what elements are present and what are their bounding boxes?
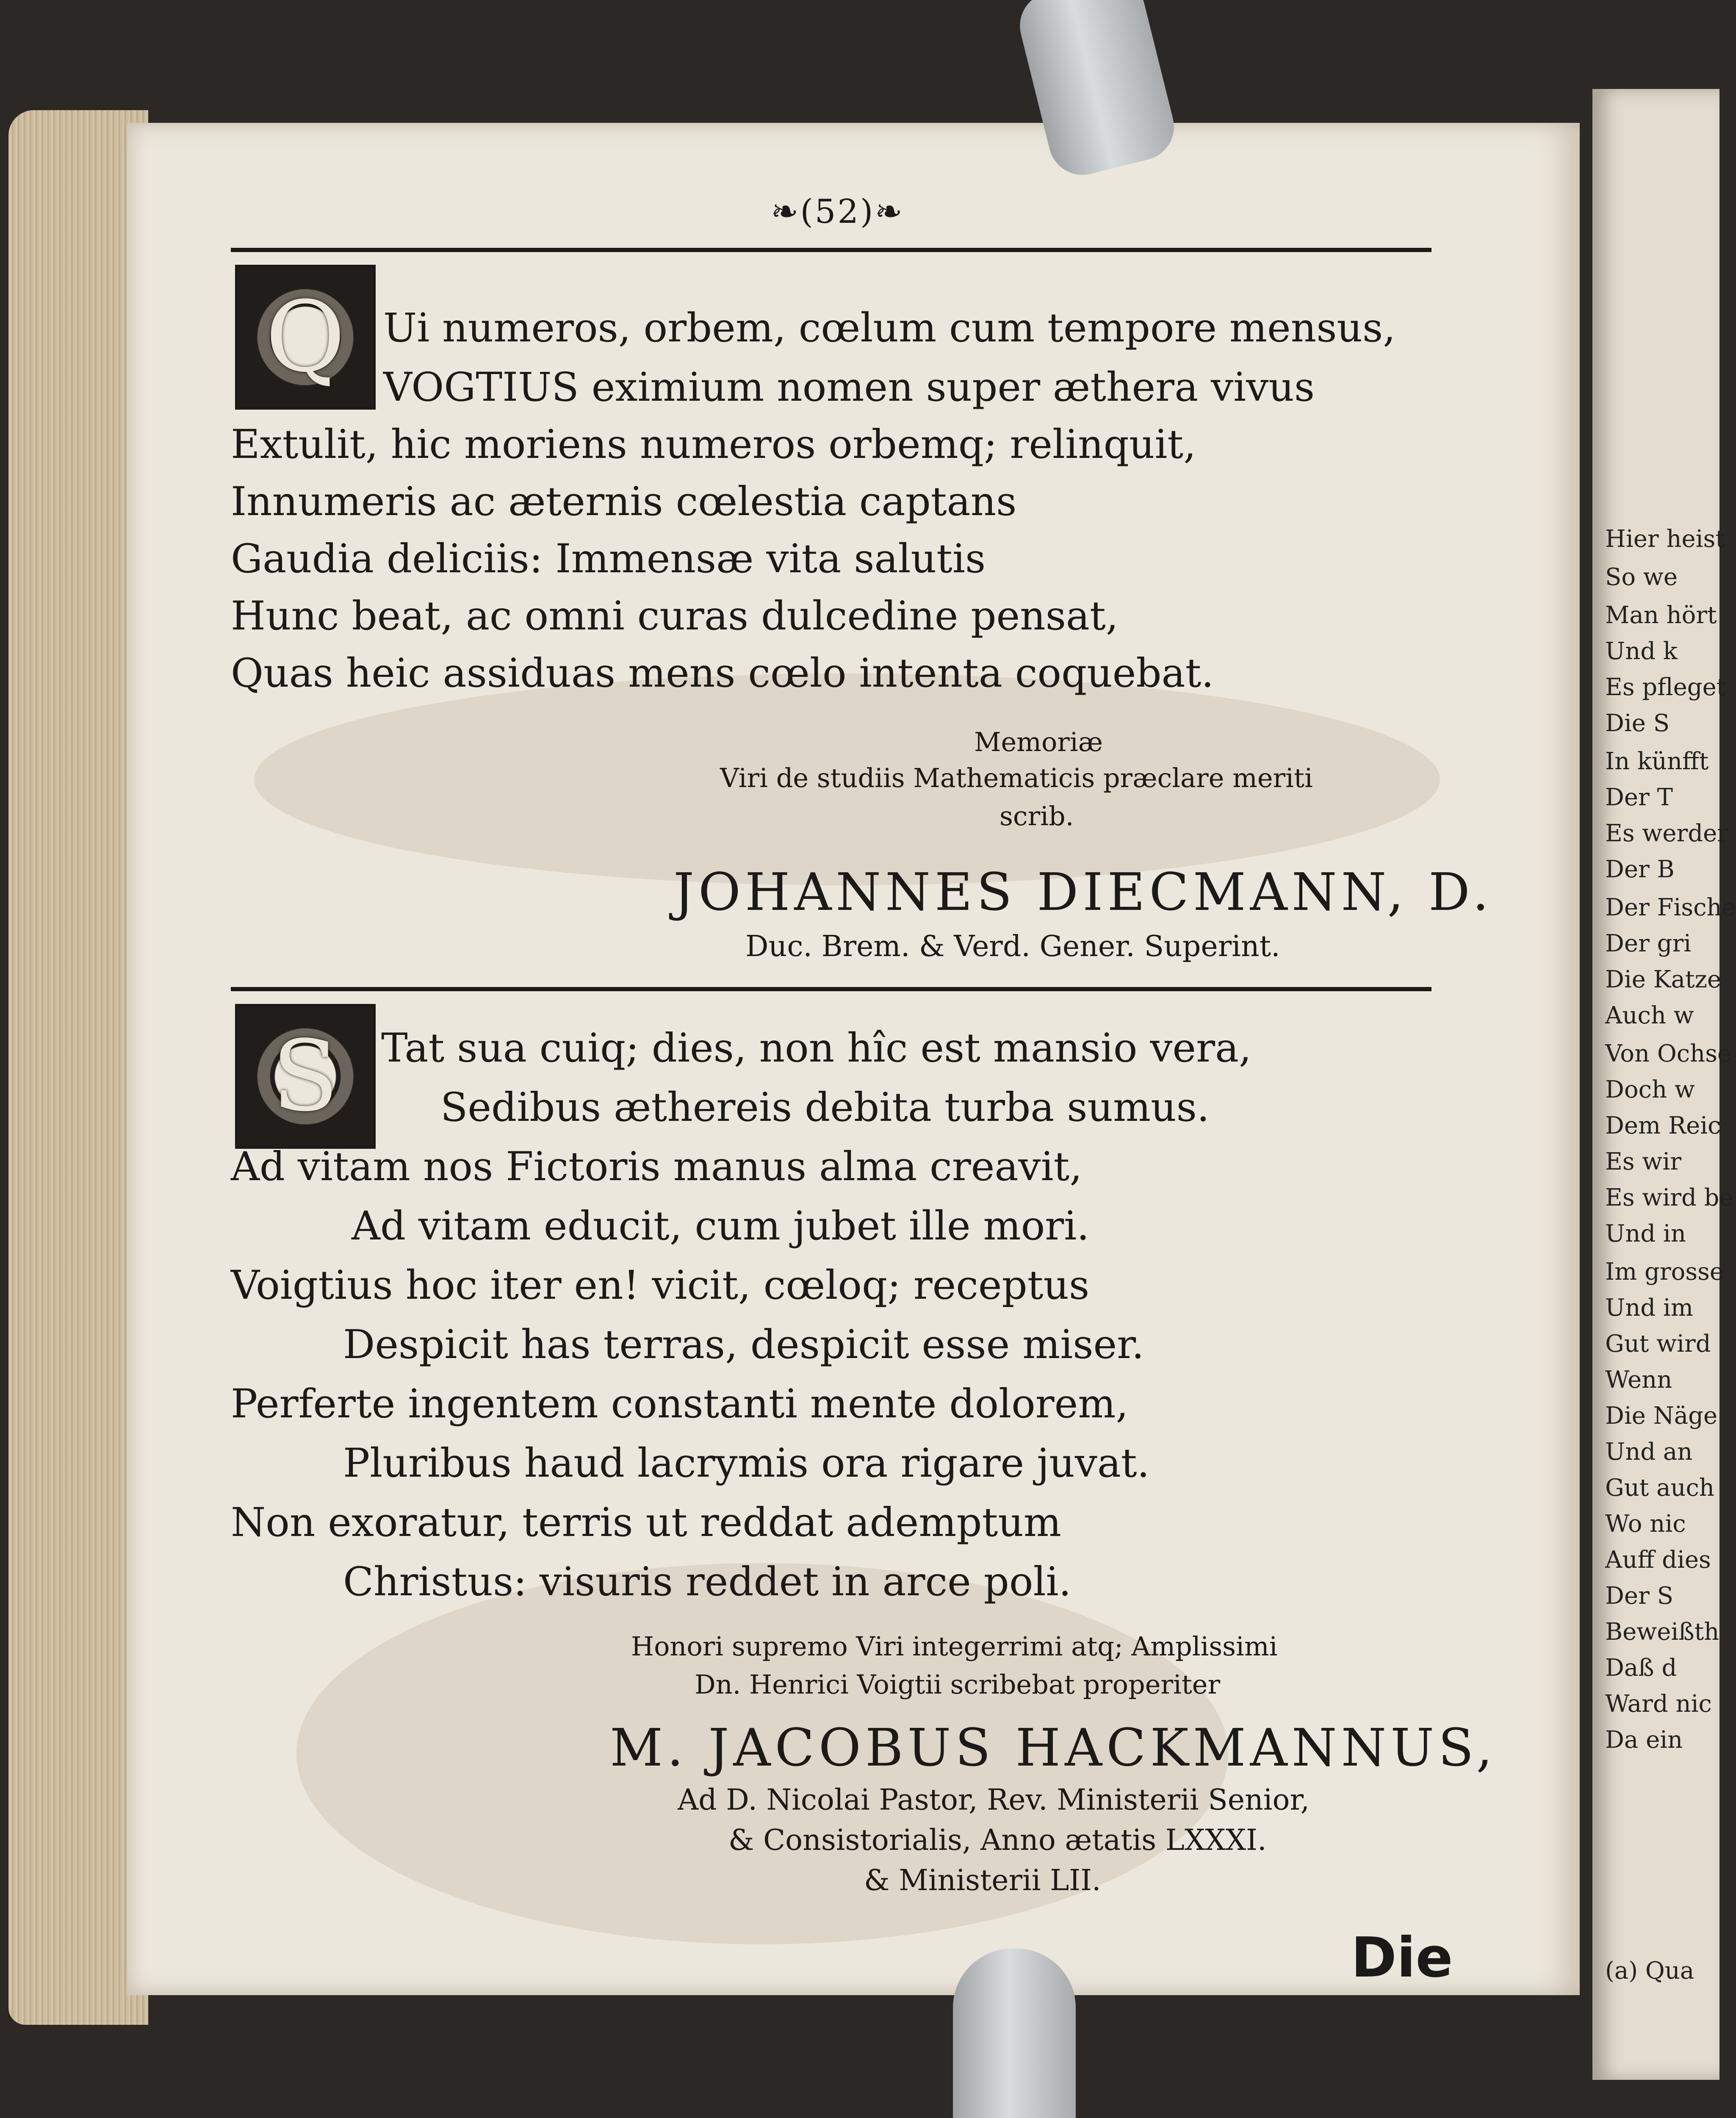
drop-cap-q: Q [235,265,376,410]
verse-line: Quas heic assiduas mens cœlo intenta coquebat. [231,650,1214,696]
facing-page-line: Wo nic [1605,1510,1686,1538]
facing-page-line: Wenn [1605,1366,1672,1394]
page-number: ❧(52)❧ [771,193,904,231]
facing-page-line: Auch w [1605,1002,1694,1029]
facing-page-line: Der B [1605,856,1675,883]
facing-page-line: Der gri [1605,930,1692,957]
verse-line: Sedibus æthereis debita turba sumus. [440,1084,1210,1131]
facing-page-line: Daß d [1605,1654,1677,1682]
dedication-line: Viri de studiis Mathematicis præclare meriti [720,762,1313,793]
verse-line: Voigtius hoc iter en! vicit, cœloq; receptus [231,1262,1090,1309]
dedication-line: Honori supremo Viri integerrimi atq; Amplissimi [631,1631,1278,1662]
verse-line: Innumeris ac æternis cœlestia captans [231,479,1017,525]
facing-page-line: Die Näge [1605,1402,1718,1430]
author-name: JOHANNES DIECMANN, D. [673,862,1493,922]
verse-line: Non exoratur, terris ut reddat ademptum [231,1500,1062,1546]
verse-line: Perferte ingentem constanti mente dolorem, [231,1381,1129,1427]
verse-line: Tat sua cuiq; dies, non hîc est mansio vera, [381,1025,1251,1071]
facing-page-line: Hier heist [1605,525,1725,553]
facing-page-line: Die S [1605,710,1670,737]
verse-line: Gaudia deliciis: Immensæ vita salutis [231,536,986,582]
author-title: Duc. Brem. & Verd. Gener. Superint. [745,930,1280,963]
facing-page-line: Ward nic [1605,1690,1712,1718]
facing-page-line: In künfft [1605,748,1709,775]
top-rule [231,248,1431,252]
facing-page-line: Im grosse [1605,1258,1724,1286]
facing-page-line: Man hört [1605,602,1717,629]
author-name: M. JACOBUS HACKMANNUS, [610,1718,1497,1778]
facing-page-line: Doch w [1605,1076,1695,1103]
verse-line: Pluribus haud lacrymis ora rigare juvat. [343,1440,1150,1486]
facing-page-line: So we [1605,563,1678,591]
author-title: & Consistorialis, Anno ætatis LXXXI. [728,1824,1267,1857]
facing-page-line: Der Fische [1605,894,1736,921]
verse-line: Christus: visuris reddet in arce poli. [343,1559,1072,1605]
facing-page-line: Es wir [1605,1148,1682,1175]
author-title: Ad D. Nicolai Pastor, Rev. Ministerii Senior, [678,1783,1310,1817]
verse-line: Ad vitam nos Fictoris manus alma creavit, [231,1144,1083,1190]
dedication-line: scrib. [1000,801,1074,832]
facing-page-line: (a) Qua [1605,1957,1694,1985]
catchword: Die [1351,1925,1453,1990]
dedication-line: Dn. Henrici Voigtii scribebat properiter [695,1669,1221,1700]
section-rule [231,987,1431,991]
facing-page-line: Und k [1605,638,1678,665]
facing-page-line: Und an [1605,1438,1693,1466]
dedication-line: Memoriæ [974,726,1103,757]
facing-page-line: Dem Reic [1605,1112,1721,1139]
verse-line: Ui numeros, orbem, cœlum cum tempore mensus, [383,305,1396,351]
facing-page-line: Beweißth [1605,1618,1719,1646]
facing-page-line: Und in [1605,1220,1686,1248]
facing-page-line: Da ein [1605,1726,1683,1754]
page-clip-bottom [953,1949,1076,2118]
facing-page-line: Gut wird [1605,1330,1711,1358]
verse-line: Despicit has terras, despicit esse miser. [343,1322,1144,1368]
verse-line: Ad vitam educit, cum jubet ille mori. [352,1203,1090,1249]
facing-page-line: Der T [1605,784,1673,811]
drop-cap-s: S [235,1004,376,1149]
facing-page-line: Es pfleget [1605,674,1726,701]
facing-page-line: Es werder [1605,820,1729,847]
author-title: & Ministerii LII. [864,1864,1101,1897]
facing-page-line: Auff dies [1605,1546,1711,1574]
facing-page-line: Und im [1605,1294,1693,1322]
facing-page-line: Der S [1605,1582,1673,1610]
verse-line: Hunc beat, ac omni curas dulcedine pensat, [231,593,1119,639]
verse-line: Extulit, hic moriens numeros orbemq; relinquit, [231,421,1196,468]
verse-line: VOGTIUS eximium nomen super æthera vivus [383,364,1315,410]
facing-page-line: Es wird be [1605,1184,1733,1211]
facing-page-line: Die Katze [1605,966,1722,993]
facing-page-line: Von Ochse [1605,1040,1732,1067]
facing-page-line: Gut auch [1605,1474,1714,1502]
